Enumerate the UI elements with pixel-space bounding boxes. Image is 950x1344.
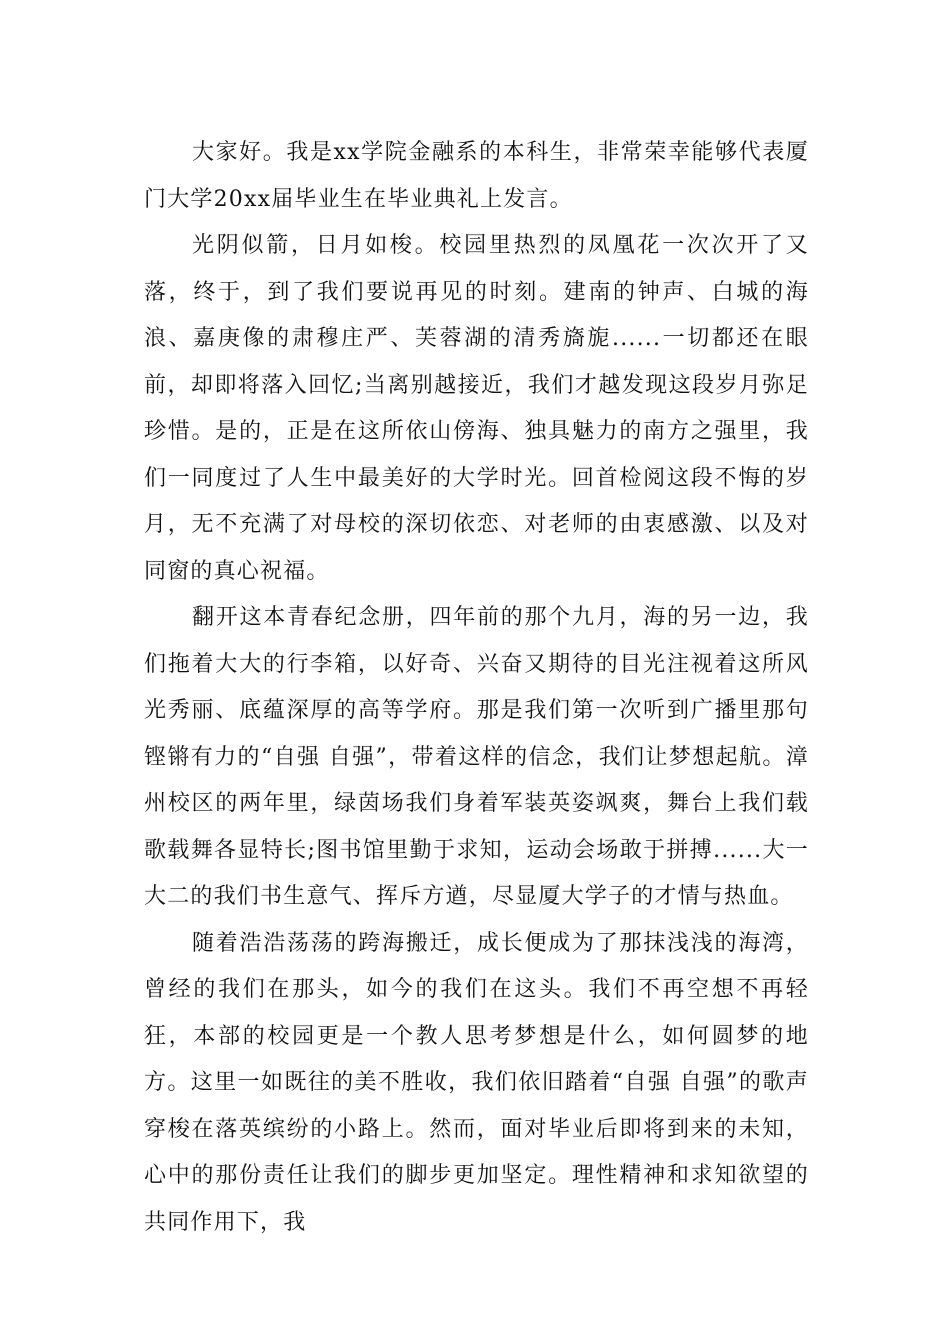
- paragraph-main-campus: 随着浩浩荡荡的跨海搬迁，成长便成为了那抹浅浅的海湾，曾经的我们在那头，如今的我们在这头。我们不再空想不再轻狂，本部的校园更是一个教人思考梦想是什么，如何圆梦的地方。这里一如既往的美不胜收，我们依旧踏着“自强 自强”的歌声穿梭在落英缤纷的小路上。然而，面对毕业后即将到来的未知，心中的那份责任让我们的脚步更加坚定。理性精神和求知欲望的共同作用下，我: [144, 930, 809, 1235]
- document-body: [144, 130, 809, 1246]
- paragraph-campus-memories: 光阴似箭，日月如梭。校园里热烈的凤凰花一次次开了又落，终于，到了我们要说再见的时刻。建南的钟声、白城的海浪、嘉庚像的肃穆庄严、芙蓉湖的清秀旖旎......一切都还在眼前，却即将落入回忆;当离别越接近，我们才越发现这段岁月弥足珍惜。是的，正是在这所依山傍海、独具魅力的南方之强里，我们一同度过了人生中最美好的大学时光。回首检阅这段不悔的岁月，无不充满了对母校的深切依恋、对老师的由衷感激、以及对同窗的真心祝福。: [144, 233, 809, 584]
- paragraph-freshman-years: 翻开这本青春纪念册，四年前的那个九月，海的另一边，我们拖着大大的行李箱，以好奇、兴奋又期待的目光注视着这所风光秀丽、底蕴深厚的高等学府。那是我们第一次听到广播里那句铿锵有力的“自强 自强”，带着这样的信念，我们让梦想起航。漳州校区的两年里，绿茵场我们身着军装英姿飒爽，舞台上我们载歌载舞各显特长;图书馆里勤于求知，运动会场敢于拼搏......大一大二的我们书生意气、挥斥方遒，尽显厦大学子的才情与热血。: [144, 605, 809, 909]
- paragraph-greeting: 大家好。我是xx学院金融系的本科生，非常荣幸能够代表厦门大学20xx届毕业生在毕业典礼上发言。: [144, 140, 809, 212]
